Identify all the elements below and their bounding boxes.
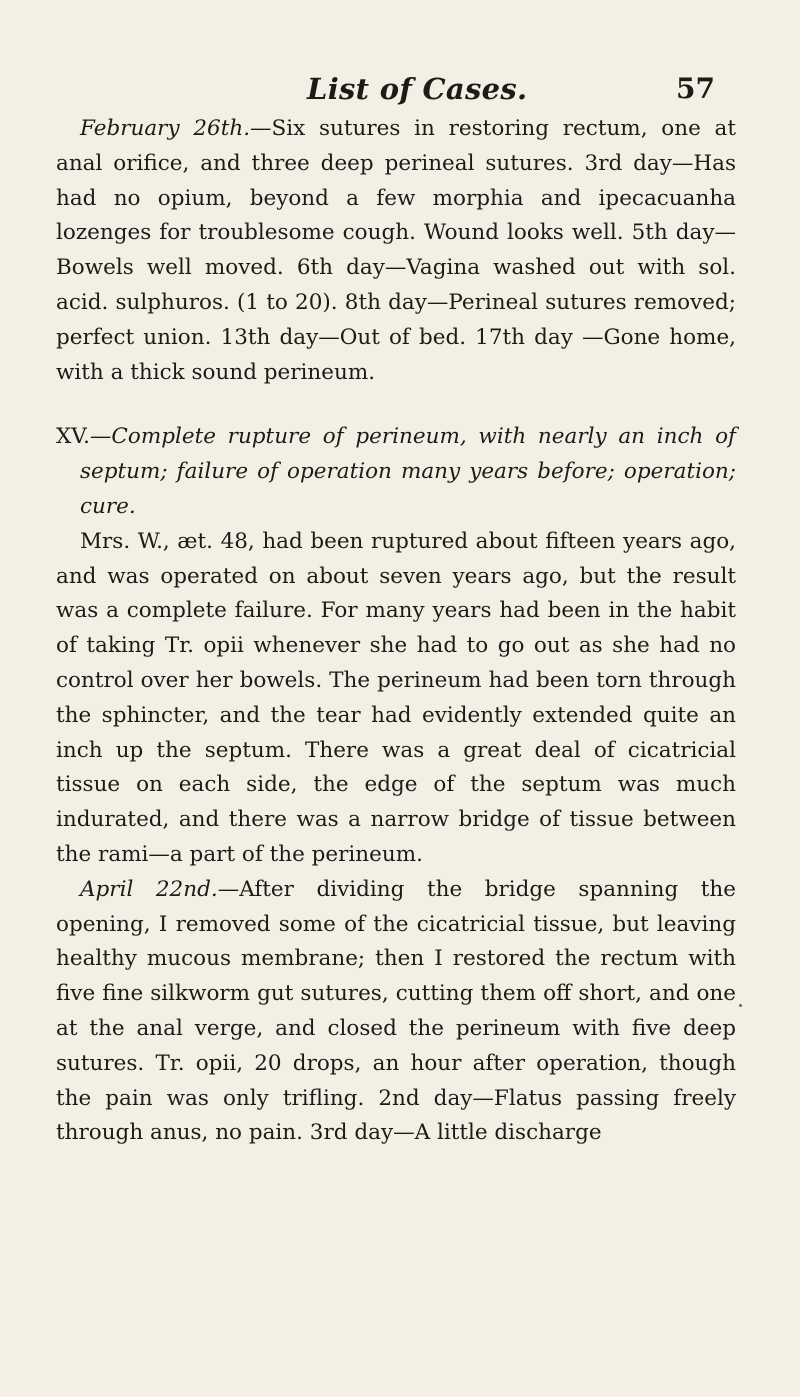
paragraph-history: Mrs. W., æt. 48, had been ruptured about fifteen years ago, and was operated on about seven years ago, but the result was a complete failure. For many years had been in the habit of taking Tr. opii whenever she had to go out as she had no control over her bowels. The perineum had been torn through the sphincter, and the tear had evidently extended quite an inch up the septum. There was a great deal of cicatricial tissue on each side, the edge of the septum was much indurated, and there was a narrow bridge of tissue between the rami—a part of the perineum. [56,528,736,867]
case-title: —Complete rupture of perineum, with nearly an inch of septum; failure of operation many years before; operation; cure. [80,424,736,519]
case-heading [56,420,736,524]
paragraph-february [56,112,736,390]
running-head [0,72,800,112]
date-april: April 22nd. [80,876,218,902]
april-notes: —After dividing the bridge spanning the opening, I removed some of the cicatricial tissue, but leaving healthy mucous membrane; then I restored the rectum with five fine silkworm gut sutures, cutting them off short, and one at the anal verge, and closed the perineum with five deep sutures. Tr. opii, 20 drops, an hour after operation, though the pain was only trifling. 2nd day—Flatus passing freely through anus, no pain. 3rd day—A little discharge [56,876,736,1146]
page-speck [739,1004,742,1007]
body-text [56,112,736,1151]
paragraph-april [56,873,736,1151]
page-number: 57 [676,72,715,105]
case-number: XV. [56,424,90,450]
running-title: List of Cases. [307,72,528,106]
date-february: February 26th. [80,116,251,141]
february-notes: —Six sutures in restoring rectum, one at anal orifice, and three deep perineal sutures. 3rd day—Has had no opium, beyond a few morphia and ipecacuanha lozenges for troublesome cough. Wound looks well. 5th day—Bowels well moved. 6th day—Vagina washed out with sol. acid. sulphuros. (1 to 20). 8th day—Perineal sutures removed; perfect union. 13th day—Out of bed. 17th day —Gone home, with a thick sound perineum. [56,116,737,385]
